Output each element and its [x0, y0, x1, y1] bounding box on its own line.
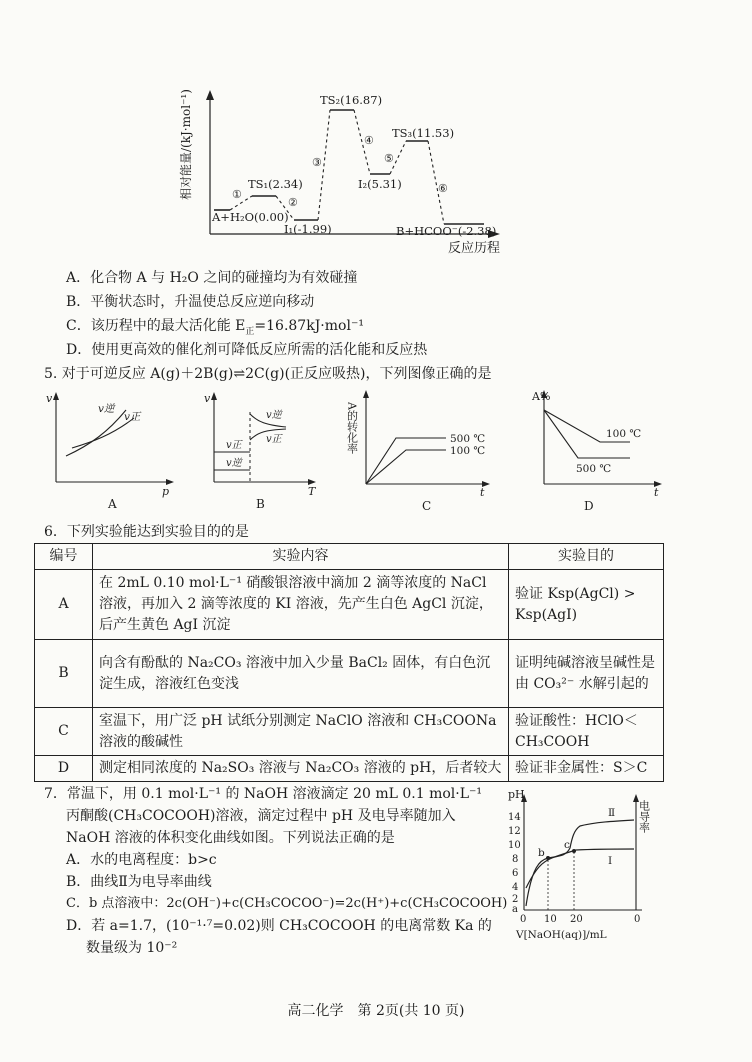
ph-curve	[526, 820, 634, 906]
table-header-row	[35, 544, 664, 570]
table-row	[35, 640, 664, 708]
energy-y-label: 相对能量/(kJ·mol⁻¹)	[179, 89, 193, 200]
energy-profile-chart	[170, 88, 510, 258]
q7-option-c: C．b 点溶液中：2c(OH⁻)+c(CH₃COCOO⁻)=2c(H⁺)+c(CH₃COCOOH)	[66, 896, 508, 911]
page-footer: 高二化学 第 2页(共 10 页)	[287, 1003, 465, 1019]
q5-graph-a	[42, 390, 182, 514]
label-i2: I₂(5.31)	[358, 177, 402, 191]
row-d-purpose: 验证非金属性：S＞C	[509, 756, 664, 782]
q5c-label-100: 100 ℃	[450, 445, 486, 457]
row-d-id: D	[35, 756, 93, 782]
label-curve-2: Ⅱ	[608, 807, 616, 819]
row-c-id: C	[35, 708, 93, 756]
row-b-purpose: 证明纯碱溶液呈碱性是由 CO₃²⁻ 水解引起的	[509, 640, 664, 708]
ytick-6: 6	[512, 868, 519, 879]
q6-stem: 6．下列实验能达到实验目的的是	[44, 524, 249, 540]
q4-option-b: B．平衡状态时，升温使总反应逆向移动	[66, 294, 315, 310]
q5c-line-500	[366, 438, 446, 484]
titration-graph	[496, 786, 676, 944]
q5b-label-low1: v正	[226, 440, 242, 451]
row-a-id: A	[35, 570, 93, 640]
x2tick-0: 0	[634, 914, 641, 925]
ytick-14: 14	[508, 812, 521, 823]
q5a-xlabel: p	[162, 485, 170, 498]
q5-graph-c	[345, 388, 512, 516]
table-row	[35, 708, 664, 756]
ytick-10: 10	[508, 840, 521, 851]
q4-option-c-main: C．该历程中的最大活化能 E	[66, 318, 246, 334]
q5c-label-500: 500 ℃	[450, 433, 486, 445]
q5d-label-100: 100 ℃	[606, 428, 642, 440]
q4-option-c-tail: =16.87kJ·mol⁻¹	[254, 318, 364, 334]
label-ts2: TS₂(16.87)	[320, 93, 383, 107]
step-4: ④	[364, 134, 374, 147]
q5-graph-d	[530, 388, 678, 516]
xtick-0: 0	[520, 914, 527, 925]
q6-experiment-table	[34, 543, 664, 782]
q4-option-c-sub: 正	[245, 326, 255, 337]
ytick-a: a	[512, 904, 518, 915]
point-c	[572, 849, 576, 853]
label-curve-1: Ⅰ	[608, 855, 613, 867]
q5a-label-reverse: v逆	[98, 403, 115, 415]
row-b-id: B	[35, 640, 93, 708]
q5a-label-forward: v正	[124, 411, 141, 423]
q7-stem-line1: 7．常温下，用 0.1 mol·L⁻¹ 的 NaOH 溶液滴定 20 mL 0.1 mol·L⁻¹	[44, 786, 483, 802]
label-ts1: TS₁(2.34)	[248, 177, 303, 191]
q5c-xlabel: t	[480, 486, 485, 499]
step-6: ⑥	[438, 182, 448, 195]
ytick-8: 8	[512, 854, 519, 865]
titration-y2label: 电导率	[637, 800, 651, 833]
step-5: ⑤	[384, 152, 394, 165]
xtick-10: 10	[544, 914, 557, 925]
q5b-xlabel: T	[308, 485, 316, 498]
step-3: ③	[312, 156, 322, 169]
q4-option-d: D．使用更高效的催化剂可降低反应所需的活化能和反应热	[66, 342, 428, 358]
header-purpose: 实验目的	[509, 544, 664, 570]
table-row	[35, 756, 664, 782]
point-b	[546, 856, 550, 860]
label-b: b	[538, 847, 545, 859]
step-2: ②	[288, 196, 298, 209]
q5-stem: 5. 对于可逆反应 A(g)＋2B(g)⇌2C(g)(正反应吸热)，下列图像正确的是	[44, 366, 492, 382]
q5b-ylabel: v	[204, 392, 211, 405]
q7-stem-line2: 丙酮酸(CH₃COCOOH)溶液，滴定过程中 pH 及电导率随加入	[66, 808, 456, 824]
row-c-purpose: 验证酸性：HClO＜CH₃COOH	[509, 708, 664, 756]
titration-ylabel: pH	[508, 788, 525, 801]
q5c-line-100	[366, 450, 446, 484]
step-1: ①	[232, 188, 242, 201]
ytick-12: 12	[508, 826, 521, 837]
q5c-ylabel: A的转化率	[345, 402, 359, 454]
q5-graph-b	[200, 390, 340, 514]
q5d-label-500: 500 ℃	[576, 463, 612, 475]
q5b-label-up2: v正	[266, 434, 282, 445]
label-reactant: A+H₂O(0.00)	[212, 210, 289, 224]
energy-x-label: 反应历程	[448, 241, 501, 256]
energy-y-arrow	[206, 90, 214, 100]
q5b-label-low2: v逆	[226, 458, 242, 469]
label-product: B+HCOO⁻(-2.38)	[396, 224, 497, 238]
header-id: 编号	[35, 544, 93, 570]
xtick-20: 20	[570, 914, 583, 925]
q7-option-d-line1: D．若 a=1.7，(10⁻¹·⁷=0.02)则 CH₃COCOOH 的电离常数 Ka 的	[66, 918, 492, 934]
label-i1: I₁(-1.99)	[284, 222, 332, 236]
ytick-4: 4	[512, 882, 519, 893]
q5a-curve-reverse	[66, 410, 126, 456]
table-row	[35, 570, 664, 640]
q5a-caption: A	[108, 497, 117, 511]
row-a-content: 在 2mL 0.10 mol·L⁻¹ 硝酸银溶液中滴加 2 滴等浓度的 NaCl 溶液，再加入 2 滴等浓度的 KI 溶液，先产生白色 AgCl 沉淀，后产生黄色 AgI 沉淀	[93, 570, 509, 640]
q5d-ylabel: A%	[532, 390, 551, 403]
q5a-ylabel: v	[46, 392, 53, 405]
q7-stem-line3: NaOH 溶液的体积变化曲线如图。下列说法正确的是	[66, 830, 395, 846]
header-content: 实验内容	[93, 544, 509, 570]
titration-xlabel: V[NaOH(aq)]/mL	[516, 929, 607, 941]
q7-option-a: A．水的电离程度：b>c	[66, 852, 217, 868]
label-ts3: TS₃(11.53)	[392, 126, 455, 140]
label-c: c	[564, 839, 570, 851]
row-d-content: 测定相同浓度的 Na₂SO₃ 溶液与 Na₂CO₃ 溶液的 pH，后者较大	[93, 756, 509, 782]
row-a-purpose: 验证 Ksp(AgCl) > Ksp(AgI)	[509, 570, 664, 640]
q4-option-c	[66, 316, 364, 342]
q5b-caption: B	[256, 497, 265, 511]
q7-option-b: B．曲线Ⅱ为电导率曲线	[66, 874, 212, 890]
row-b-content: 向含有酚酞的 Na₂CO₃ 溶液中加入少量 BaCl₂ 固体，有白色沉淀生成，溶液红色变浅	[93, 640, 509, 708]
q5d-xlabel: t	[654, 486, 659, 499]
q5b-label-up1: v逆	[266, 410, 282, 421]
q4-option-a: A．化合物 A 与 H₂O 之间的碰撞均为有效碰撞	[66, 270, 358, 286]
row-c-content: 室温下，用广泛 pH 试纸分别测定 NaClO 溶液和 CH₃COONa 溶液的酸碱性	[93, 708, 509, 756]
q5d-caption: D	[584, 499, 594, 513]
q5c-caption: C	[422, 499, 432, 513]
q7-option-d-line2: 数量级为 10⁻²	[86, 940, 178, 956]
ytick-2: 2	[512, 894, 519, 905]
